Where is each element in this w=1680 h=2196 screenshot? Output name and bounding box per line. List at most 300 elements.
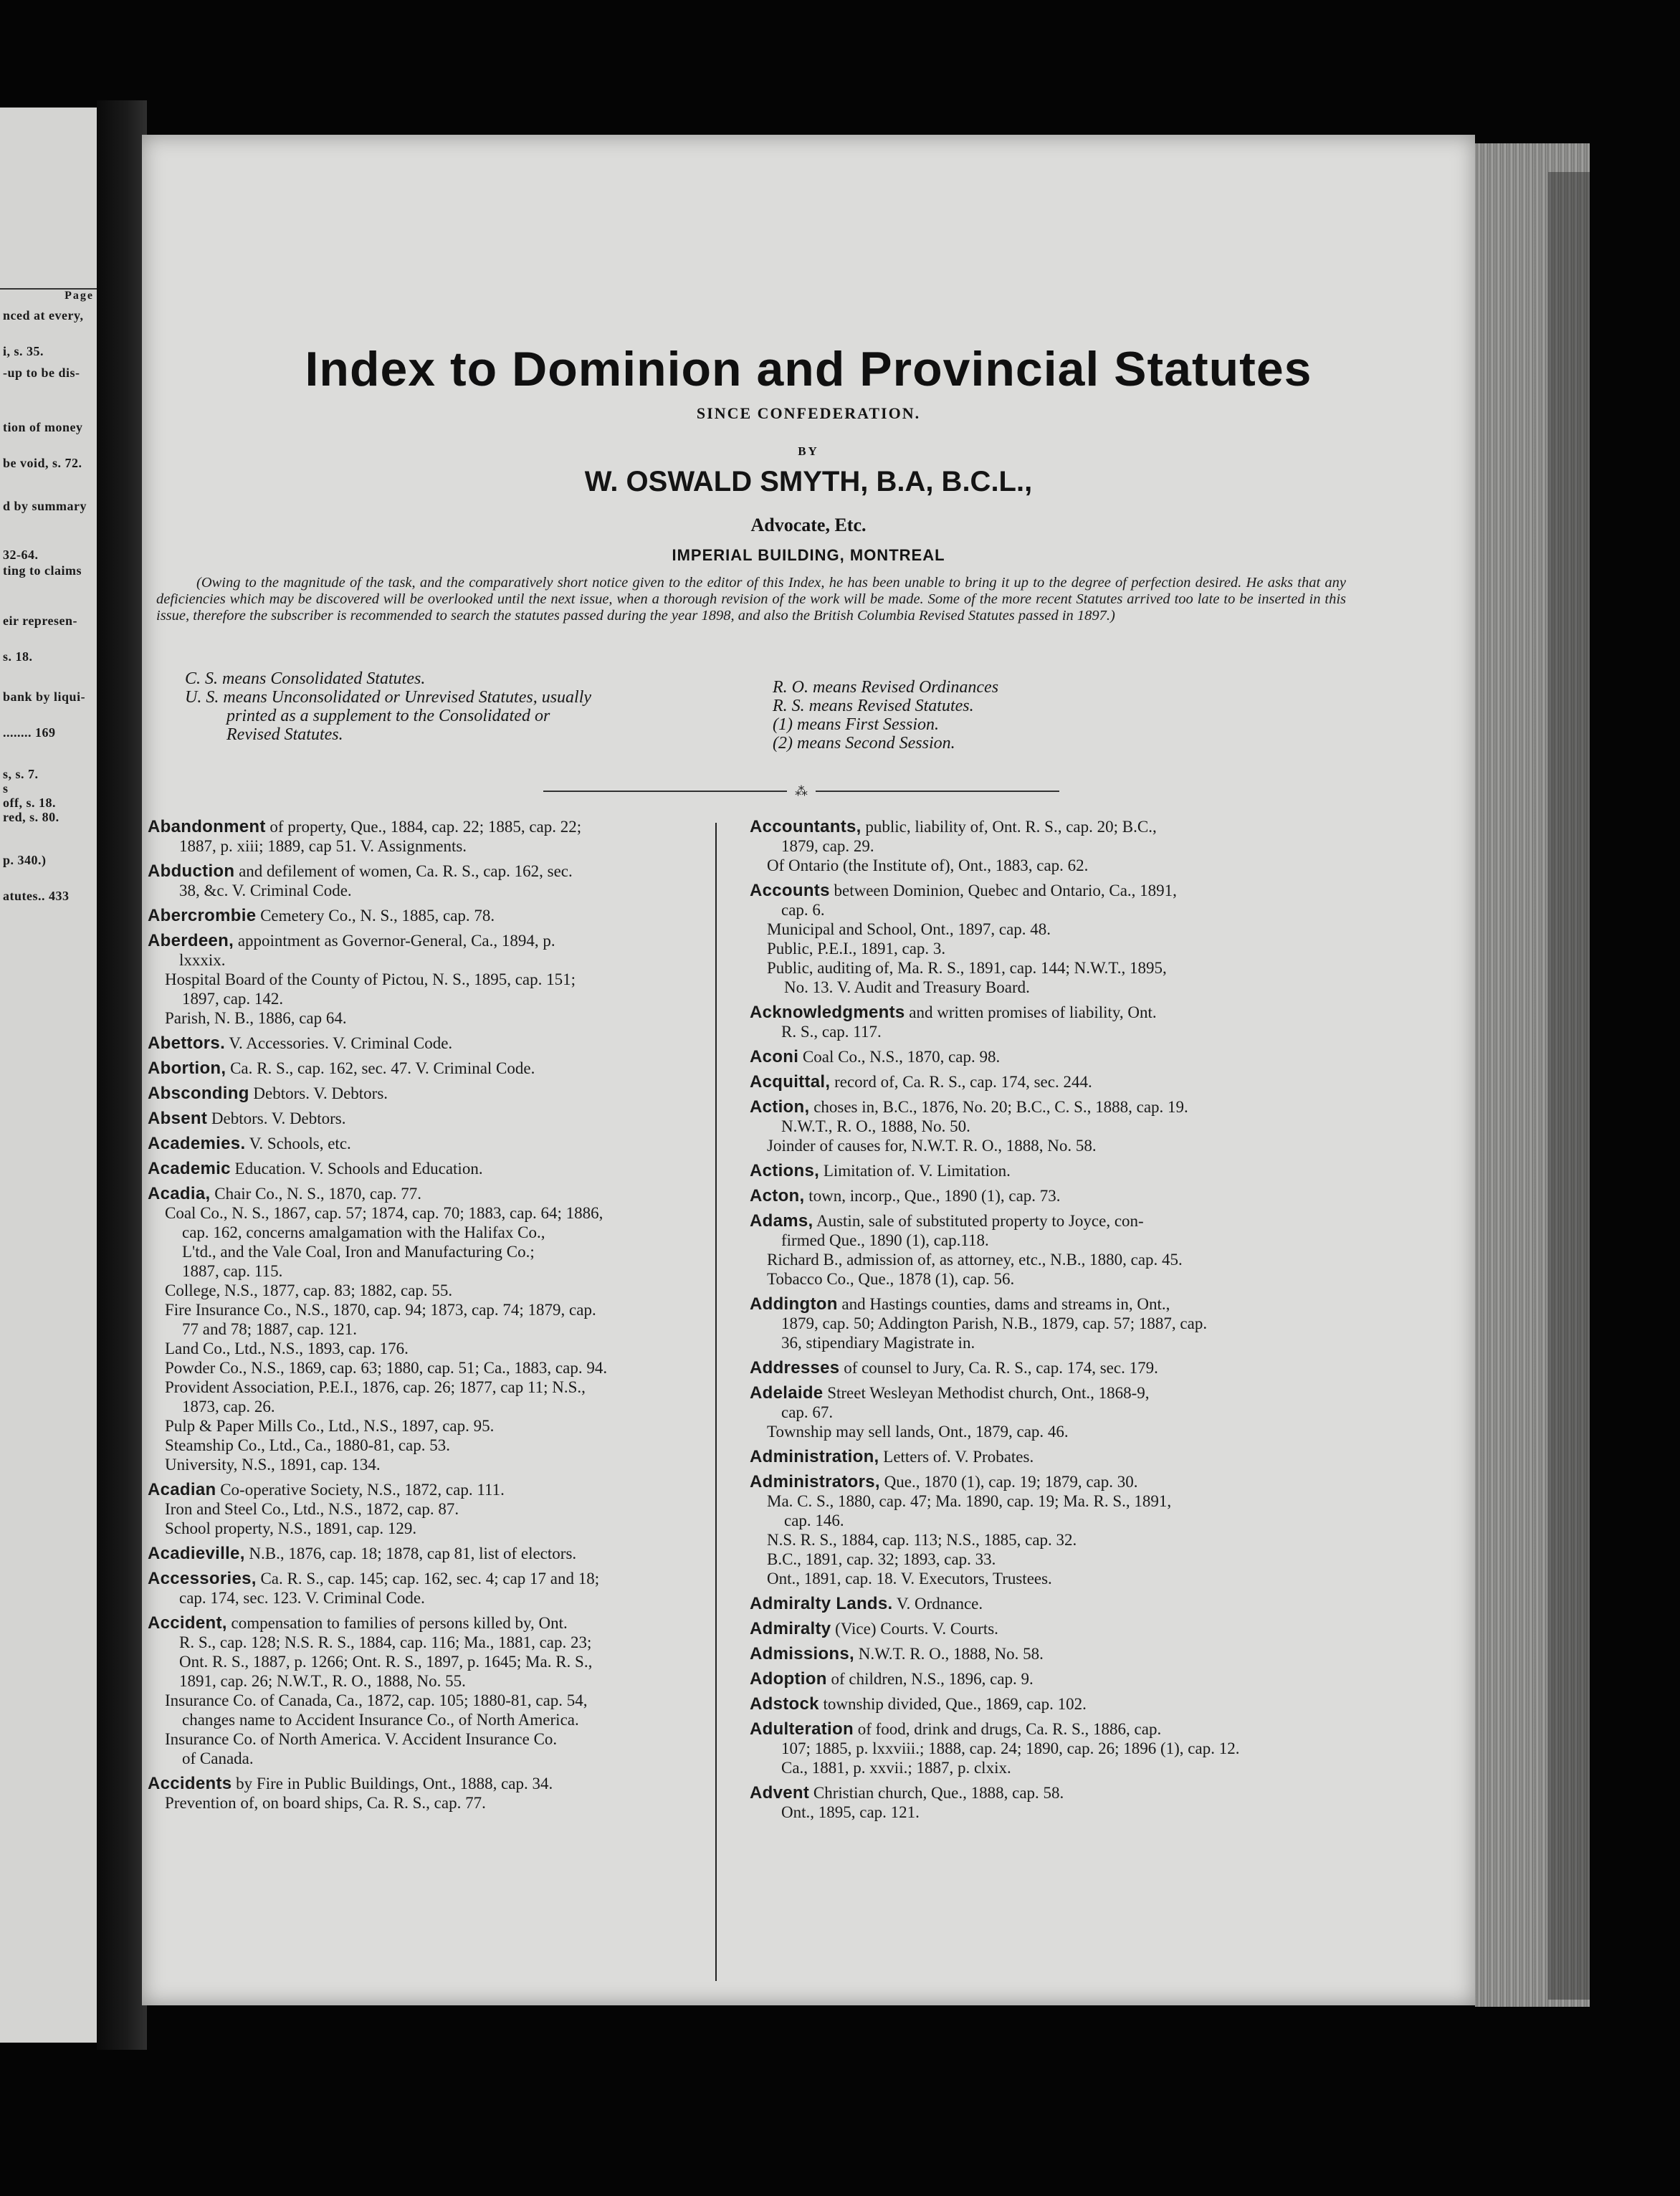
entry-text: Coal Co., N.S., 1870, cap. 98. <box>798 1048 1001 1066</box>
column-divider <box>715 823 717 1981</box>
entry-headword: Admissions, <box>750 1644 854 1663</box>
entry-text: township divided, Que., 1869, cap. 102. <box>818 1695 1087 1713</box>
index-entry <box>750 1783 1329 1822</box>
entry-continuation <box>148 1378 707 1397</box>
entry-continuation <box>750 836 1329 856</box>
entry-headword: Absent <box>148 1109 208 1128</box>
entry-text: of food, drink and drugs, Ca. R. S., 1886, cap. <box>853 1720 1162 1738</box>
entry-text: R. S., cap. 117. <box>781 1023 882 1041</box>
index-entry <box>750 1294 1329 1352</box>
entry-headword: Adelaide <box>750 1383 824 1403</box>
page-title: Index to Dominion and Provincial Statutes <box>305 342 1312 396</box>
entry-first-line <box>750 1211 1329 1231</box>
index-entry <box>750 1619 1329 1638</box>
entry-text: cap. 146. <box>784 1512 844 1529</box>
entry-text: Prevention of, on board ships, Ca. R. S., cap. 77. <box>165 1794 486 1812</box>
entry-continuation <box>148 1793 707 1813</box>
entry-continuation <box>148 1633 707 1652</box>
entry-text: 1887, cap. 115. <box>182 1262 283 1280</box>
entry-continuation <box>750 1422 1329 1441</box>
entry-continuation <box>148 950 707 970</box>
index-entry <box>750 817 1329 875</box>
entry-text: Iron and Steel Co., Ltd., N.S., 1872, cap. 87. <box>165 1500 459 1518</box>
index-entry <box>148 817 707 856</box>
index-entry <box>148 1613 707 1768</box>
index-entry <box>750 881 1329 997</box>
entry-headword: Adulteration <box>750 1719 854 1739</box>
index-entry <box>148 1184 707 1474</box>
entry-first-line <box>750 1047 1329 1066</box>
entry-first-line <box>750 1719 1329 1739</box>
entry-text: cap. 67. <box>781 1403 834 1421</box>
entry-headword: Acadia, <box>148 1184 211 1203</box>
entry-continuation <box>750 1022 1329 1041</box>
entry-text: by Fire in Public Buildings, Ont., 1888, cap. 34. <box>232 1775 553 1792</box>
index-entry <box>148 1480 707 1538</box>
entry-headword: Acknowledgments <box>750 1003 905 1022</box>
entry-continuation <box>148 970 707 989</box>
entry-text: 1891, cap. 26; N.W.T., R. O., 1888, No. 55. <box>179 1672 466 1690</box>
entry-text: Public, P.E.I., 1891, cap. 3. <box>767 940 946 958</box>
entry-headword: Adoption <box>750 1669 827 1689</box>
entry-text: N.W.T. R. O., 1888, No. 58. <box>854 1645 1044 1663</box>
entry-headword: Accounts <box>750 881 830 900</box>
entry-text: B.C., 1891, cap. 32; 1893, cap. 33. <box>767 1550 996 1568</box>
entry-text: Insurance Co. of North America. V. Accident Insurance Co. <box>165 1730 558 1748</box>
entry-continuation <box>148 1455 707 1474</box>
entry-text: firmed Que., 1890 (1), cap.118. <box>781 1231 989 1249</box>
entry-continuation <box>750 1403 1329 1422</box>
entry-headword: Actions, <box>750 1161 820 1180</box>
entry-continuation <box>148 1691 707 1710</box>
entry-text: V. Accessories. V. Criminal Code. <box>225 1034 453 1052</box>
entry-continuation <box>148 1319 707 1339</box>
entry-first-line <box>148 1033 707 1053</box>
left-page-line: -up to be dis- <box>3 366 80 380</box>
entry-headword: Acadieville, <box>148 1544 245 1563</box>
entry-headword: Acquittal, <box>750 1072 831 1092</box>
entry-first-line <box>148 1569 707 1588</box>
left-page-line: s, s. 7. <box>3 767 39 781</box>
entry-text: lxxxix. <box>179 951 226 969</box>
entry-continuation <box>148 989 707 1008</box>
entry-continuation <box>148 836 707 856</box>
entry-text: town, incorp., Que., 1890 (1), cap. 73. <box>804 1187 1061 1205</box>
entry-text: Joinder of causes for, N.W.T. R. O., 1888, No. 58. <box>767 1137 1097 1155</box>
entry-text: Limitation of. V. Limitation. <box>819 1162 1011 1180</box>
entry-text: Insurance Co. of Canada, Ca., 1872, cap. 105; 1880-81, cap. 54, <box>165 1691 588 1709</box>
entry-continuation <box>148 1261 707 1281</box>
entry-continuation <box>148 1203 707 1223</box>
entry-headword: Abortion, <box>148 1059 226 1078</box>
index-entry <box>750 1097 1329 1155</box>
entry-continuation <box>148 1729 707 1749</box>
index-column-right <box>750 817 1329 1828</box>
left-page-line: s. 18. <box>3 649 33 664</box>
byline-label: BY <box>798 444 819 458</box>
entry-headword: Abandonment <box>148 817 266 836</box>
abbreviation: U. S. means Unconsolidated or Unrevised Statutes, usually <box>185 688 592 707</box>
index-entry <box>750 1594 1329 1613</box>
entry-continuation <box>750 978 1329 997</box>
index-entry <box>750 1383 1329 1441</box>
entry-text: of children, N.S., 1896, cap. 9. <box>826 1670 1034 1688</box>
index-entry <box>148 1059 707 1078</box>
section-divider <box>543 784 1059 798</box>
entry-text: Letters of. V. Probates. <box>879 1448 1034 1466</box>
entry-headword: Accountants, <box>750 817 862 836</box>
entry-text: R. S., cap. 128; N.S. R. S., 1884, cap. 116; Ma., 1881, cap. 23; <box>179 1633 592 1651</box>
entry-headword: Admiralty Lands. <box>750 1594 893 1613</box>
left-page-line: s <box>3 781 9 796</box>
entry-text: cap. 174, sec. 123. V. Criminal Code. <box>179 1589 425 1607</box>
index-entry <box>750 1694 1329 1714</box>
page-subtitle: SINCE CONFEDERATION. <box>696 404 921 422</box>
entry-text: Fire Insurance Co., N.S., 1870, cap. 94; 1873, cap. 74; 1879, cap. <box>165 1301 596 1319</box>
entry-text: and defilement of women, Ca. R. S., cap. 162, sec. <box>234 862 573 880</box>
page-block-shadow <box>1548 172 1590 2000</box>
entry-text: changes name to Accident Insurance Co., of North America. <box>182 1711 579 1729</box>
index-entry <box>750 1003 1329 1041</box>
entry-first-line <box>148 1774 707 1793</box>
entry-text: 1887, p. xiii; 1889, cap 51. V. Assignments. <box>179 837 467 855</box>
entry-headword: Action, <box>750 1097 810 1117</box>
entry-headword: Accessories, <box>148 1569 257 1588</box>
entry-first-line <box>148 1184 707 1203</box>
entry-headword: Aberdeen, <box>148 931 234 950</box>
index-entry <box>750 1211 1329 1289</box>
index-entry <box>750 1472 1329 1588</box>
index-entry <box>148 1774 707 1813</box>
entry-continuation <box>750 1333 1329 1352</box>
left-page-line: off, s. 18. <box>3 796 56 810</box>
author-role: Advocate, Etc. <box>750 515 867 535</box>
entry-text: public, liability of, Ont. R. S., cap. 20; B.C., <box>861 818 1157 836</box>
entry-text: between Dominion, Quebec and Ontario, Ca., 1891, <box>829 882 1177 899</box>
entry-continuation <box>148 1519 707 1538</box>
divider-ornament: ⁂ <box>795 784 808 798</box>
entry-continuation <box>148 1416 707 1436</box>
entry-text: appointment as Governor-General, Ca., 1894, p. <box>234 932 555 950</box>
author-address: IMPERIAL BUILDING, MONTREAL <box>672 546 945 564</box>
entry-continuation <box>148 1339 707 1358</box>
entry-continuation <box>148 1436 707 1455</box>
entry-text: Education. V. Schools and Education. <box>230 1160 483 1178</box>
entry-continuation <box>148 1652 707 1671</box>
entry-text: Steamship Co., Ltd., Ca., 1880-81, cap. 53. <box>165 1436 450 1454</box>
left-page-line: ........ 169 <box>3 725 56 740</box>
entry-text: choses in, B.C., 1876, No. 20; B.C., C. S., 1888, cap. 19. <box>809 1098 1188 1116</box>
entry-continuation <box>750 1269 1329 1289</box>
abbreviation: Revised Statutes. <box>226 725 343 744</box>
entry-continuation <box>750 939 1329 958</box>
entry-headword: Addington <box>750 1294 838 1314</box>
entry-text: University, N.S., 1891, cap. 134. <box>165 1456 381 1474</box>
entry-first-line <box>148 906 707 925</box>
entry-text: Powder Co., N.S., 1869, cap. 63; 1880, cap. 51; Ca., 1883, cap. 94. <box>165 1359 608 1377</box>
entry-text: 1879, cap. 29. <box>781 837 874 855</box>
entry-headword: Academic <box>148 1159 231 1178</box>
entry-first-line <box>750 1003 1329 1022</box>
entry-text: Austin, sale of substituted property to Joyce, con- <box>813 1212 1144 1230</box>
entry-headword: Abduction <box>148 861 235 881</box>
entry-headword: Accident, <box>148 1613 227 1633</box>
index-entry <box>750 1072 1329 1092</box>
entry-text: (Vice) Courts. V. Courts. <box>831 1620 998 1638</box>
left-page-line: be void, s. 72. <box>3 456 82 470</box>
entry-first-line <box>750 1294 1329 1314</box>
entry-first-line <box>750 1594 1329 1613</box>
entry-text: Ca. R. S., cap. 145; cap. 162, sec. 4; cap 17 and 18; <box>256 1570 600 1588</box>
entry-text: compensation to families of persons killed by, Ont. <box>226 1614 568 1632</box>
left-page-fragment <box>0 108 97 2043</box>
entry-continuation <box>750 958 1329 978</box>
entry-continuation <box>750 1250 1329 1269</box>
entry-headword: Academies. <box>148 1134 246 1153</box>
index-entry <box>148 1569 707 1608</box>
entry-text: Municipal and School, Ont., 1897, cap. 48. <box>767 920 1051 938</box>
index-entry <box>750 1447 1329 1466</box>
entry-text: Land Co., Ltd., N.S., 1893, cap. 176. <box>165 1340 409 1357</box>
entry-first-line <box>750 1783 1329 1803</box>
entry-first-line <box>148 1480 707 1499</box>
entry-first-line <box>750 1669 1329 1689</box>
entry-continuation <box>148 881 707 900</box>
editor-note: (Owing to the magnitude of the task, and the comparatively short notice given to the editor of this Index, he has been unable to bring it up to the degree of perfection desired. He asks that any deficiencies which may be discovered will be overlooked until the next issue, when a thorough revision of the work will be made. Some of the more recent Statutes arrived too late to be inserted in this issue, therefore the subscriber is recommended to search the statutes passed during the year 1898, and also the British Columbia Revised Statutes passed in 1897.) <box>156 575 1346 624</box>
entry-headword: Acadian <box>148 1480 216 1499</box>
entry-continuation <box>148 1749 707 1768</box>
entry-headword: Admiralty <box>750 1619 831 1638</box>
entry-headword: Accidents <box>148 1774 232 1793</box>
entry-continuation <box>750 1511 1329 1530</box>
index-entry <box>148 1544 707 1563</box>
entry-text: Public, auditing of, Ma. R. S., 1891, cap. 144; N.W.T., 1895, <box>767 959 1167 977</box>
entry-continuation <box>148 1397 707 1416</box>
entry-continuation <box>750 900 1329 920</box>
left-page-line: eir represen- <box>3 614 77 628</box>
abbreviations-left <box>185 669 730 744</box>
entry-continuation <box>750 1136 1329 1155</box>
entry-headword: Abettors. <box>148 1033 226 1053</box>
entry-continuation <box>148 1223 707 1242</box>
left-page-line: d by summary <box>3 499 87 513</box>
abbreviation: R. S. means Revised Statutes. <box>773 697 974 715</box>
entry-first-line <box>750 1383 1329 1403</box>
entry-first-line <box>750 1472 1329 1491</box>
entry-first-line <box>750 881 1329 900</box>
entry-text: Ma. C. S., 1880, cap. 47; Ma. 1890, cap. 19; Ma. R. S., 1891, <box>767 1492 1172 1510</box>
entry-text: No. 13. V. Audit and Treasury Board. <box>784 978 1030 996</box>
abbreviation: R. O. means Revised Ordinances <box>773 678 999 697</box>
entry-continuation <box>148 1710 707 1729</box>
entry-headword: Adstock <box>750 1694 819 1714</box>
entry-text: College, N.S., 1877, cap. 83; 1882, cap. 55. <box>165 1281 453 1299</box>
entry-continuation <box>148 1588 707 1608</box>
entry-headword: Advent <box>750 1783 810 1803</box>
entry-continuation <box>750 1530 1329 1550</box>
entry-text: Richard B., admission of, as attorney, etc., N.B., 1880, cap. 45. <box>767 1251 1183 1269</box>
entry-text: Chair Co., N. S., 1870, cap. 77. <box>210 1185 421 1203</box>
abbreviation: (1) means First Session. <box>773 715 939 734</box>
entry-text: Debtors. V. Debtors. <box>207 1109 346 1127</box>
entry-text: Coal Co., N. S., 1867, cap. 57; 1874, cap. 70; 1883, cap. 64; 1886, <box>165 1204 603 1222</box>
entry-continuation <box>750 1550 1329 1569</box>
entry-text: record of, Ca. R. S., cap. 174, sec. 244. <box>830 1073 1092 1091</box>
index-entry <box>148 1033 707 1053</box>
entry-text: cap. 6. <box>781 901 825 919</box>
entry-text: Hospital Board of the County of Pictou, N. S., 1895, cap. 151; <box>165 970 576 988</box>
index-entry <box>750 1358 1329 1378</box>
entry-first-line <box>148 817 707 836</box>
entry-text: and written promises of liability, Ont. <box>905 1003 1157 1021</box>
entry-continuation <box>148 1671 707 1691</box>
entry-first-line <box>148 861 707 881</box>
entry-first-line <box>148 1613 707 1633</box>
entry-text: L'td., and the Vale Coal, Iron and Manufacturing Co.; <box>182 1243 535 1261</box>
entry-text: Township may sell lands, Ont., 1879, cap. 46. <box>767 1423 1069 1441</box>
entry-text: N.W.T., R. O., 1888, No. 50. <box>781 1117 970 1135</box>
entry-headword: Abercrombie <box>148 906 257 925</box>
index-entry <box>750 1186 1329 1206</box>
entry-first-line <box>750 1161 1329 1180</box>
entry-continuation <box>750 920 1329 939</box>
entry-continuation <box>148 1300 707 1319</box>
entry-text: Parish, N. B., 1886, cap 64. <box>165 1009 347 1027</box>
entry-continuation <box>750 856 1329 875</box>
left-page-line: bank by liqui- <box>3 689 86 704</box>
index-entry <box>750 1047 1329 1066</box>
entry-continuation <box>750 1231 1329 1250</box>
entry-continuation <box>148 1242 707 1261</box>
left-page-line: i, s. 35. <box>3 344 44 358</box>
book-gutter <box>97 100 147 2050</box>
entry-text: of property, Que., 1884, cap. 22; 1885, cap. 22; <box>265 818 582 836</box>
entry-text: V. Ordnance. <box>892 1595 983 1613</box>
entry-first-line <box>148 1134 707 1153</box>
left-page-line: nced at every, <box>3 308 84 323</box>
entry-text: cap. 162, concerns amalgamation with the Halifax Co., <box>182 1223 545 1241</box>
entry-text: N.B., 1876, cap. 18; 1878, cap 81, list of electors. <box>244 1545 577 1562</box>
index-entry <box>148 931 707 1028</box>
index-column-left <box>148 817 707 1818</box>
entry-first-line <box>148 931 707 950</box>
entry-first-line <box>750 1072 1329 1092</box>
entry-first-line <box>750 1358 1329 1378</box>
index-entry <box>148 906 707 925</box>
entry-continuation <box>750 1739 1329 1758</box>
index-entry <box>148 861 707 900</box>
entry-text: 77 and 78; 1887, cap. 121. <box>182 1320 358 1338</box>
left-page-line: 32-64. <box>3 548 39 562</box>
entry-text: Pulp & Paper Mills Co., Ltd., N.S., 1897, cap. 95. <box>165 1417 495 1435</box>
entry-first-line <box>750 1694 1329 1714</box>
entry-text: Que., 1870 (1), cap. 19; 1879, cap. 30. <box>879 1473 1138 1491</box>
index-entry <box>148 1109 707 1128</box>
entry-text: Ont. R. S., 1887, p. 1266; Ont. R. S., 1897, p. 1645; Ma. R. S., <box>179 1653 593 1671</box>
entry-continuation <box>750 1117 1329 1136</box>
entry-headword: Aconi <box>750 1047 799 1066</box>
entry-continuation <box>148 1499 707 1519</box>
index-page <box>142 135 1475 2005</box>
entry-headword: Acton, <box>750 1186 805 1206</box>
entry-first-line <box>750 1447 1329 1466</box>
entry-headword: Administrators, <box>750 1472 880 1491</box>
index-entry <box>750 1161 1329 1180</box>
index-entry <box>750 1644 1329 1663</box>
entry-first-line <box>148 1159 707 1178</box>
entry-continuation <box>750 1758 1329 1777</box>
abbreviation: printed as a supplement to the Consolidated or <box>226 707 550 725</box>
entry-headword: Adams, <box>750 1211 813 1231</box>
author-name: W. OSWALD SMYTH, B.A, B.C.L., <box>584 466 1033 497</box>
abbreviations-right <box>773 678 1145 753</box>
entry-text: Tobacco Co., Que., 1878 (1), cap. 56. <box>767 1270 1015 1288</box>
left-page-line: p. 340.) <box>3 853 47 867</box>
entry-first-line <box>148 1109 707 1128</box>
entry-text: 1879, cap. 50; Addington Parish, N.B., 1879, cap. 57; 1887, cap. <box>781 1314 1208 1332</box>
left-page-line: tion of money <box>3 420 83 434</box>
left-page-line: ting to claims <box>3 563 82 578</box>
page-column-header: Page <box>65 290 94 302</box>
entry-text: Debtors. V. Debtors. <box>249 1084 388 1102</box>
entry-continuation <box>148 1358 707 1378</box>
entry-text: Of Ontario (the Institute of), Ont., 1883, cap. 62. <box>767 856 1089 874</box>
entry-first-line <box>148 1544 707 1563</box>
entry-first-line <box>750 1644 1329 1663</box>
entry-text: of Canada. <box>182 1749 254 1767</box>
entry-text: Cemetery Co., N. S., 1885, cap. 78. <box>256 907 495 925</box>
entry-continuation <box>750 1569 1329 1588</box>
entry-text: Provident Association, P.E.I., 1876, cap. 26; 1877, cap 11; N.S., <box>165 1378 586 1396</box>
abbreviation: C. S. means Consolidated Statutes. <box>185 669 426 688</box>
entry-first-line <box>148 1084 707 1103</box>
entry-text: Street Wesleyan Methodist church, Ont., 1868-9, <box>823 1384 1150 1402</box>
entry-text: 38, &c. V. Criminal Code. <box>179 882 352 899</box>
entry-text: 1897, cap. 142. <box>182 990 284 1008</box>
entry-headword: Addresses <box>750 1358 840 1378</box>
entry-first-line <box>750 1186 1329 1206</box>
entry-text: N.S. R. S., 1884, cap. 113; N.S., 1885, cap. 32. <box>767 1531 1077 1549</box>
entry-continuation <box>750 1803 1329 1822</box>
entry-text: 36, stipendiary Magistrate in. <box>781 1334 975 1352</box>
entry-continuation <box>750 1314 1329 1333</box>
index-entry <box>750 1669 1329 1689</box>
entry-continuation <box>148 1281 707 1300</box>
index-entry <box>750 1719 1329 1777</box>
entry-headword: Administration, <box>750 1447 879 1466</box>
entry-text: Ont., 1891, cap. 18. V. Executors, Trustees. <box>767 1570 1052 1588</box>
index-entry <box>148 1134 707 1153</box>
entry-text: 1873, cap. 26. <box>182 1398 275 1416</box>
entry-first-line <box>750 1619 1329 1638</box>
entry-continuation <box>148 1008 707 1028</box>
entry-text: 107; 1885, p. lxxviii.; 1888, cap. 24; 1890, cap. 26; 1896 (1), cap. 12. <box>781 1739 1240 1757</box>
entry-text: of counsel to Jury, Ca. R. S., cap. 174, sec. 179. <box>839 1359 1158 1377</box>
entry-text: and Hastings counties, dams and streams in, Ont., <box>837 1295 1170 1313</box>
abbreviation: (2) means Second Session. <box>773 734 955 753</box>
left-page-line: atutes.. 433 <box>3 889 70 903</box>
entry-text: Ca., 1881, p. xxvii.; 1887, p. clxix. <box>781 1759 1011 1777</box>
entry-text: Christian church, Que., 1888, cap. 58. <box>809 1784 1064 1802</box>
index-entry <box>148 1084 707 1103</box>
entry-continuation <box>750 1491 1329 1511</box>
index-entry <box>148 1159 707 1178</box>
entry-text: Co-operative Society, N.S., 1872, cap. 111. <box>216 1481 505 1499</box>
entry-first-line <box>750 817 1329 836</box>
entry-text: V. Schools, etc. <box>245 1135 351 1152</box>
entry-text: School property, N.S., 1891, cap. 129. <box>165 1519 417 1537</box>
entry-text: Ca. R. S., cap. 162, sec. 47. V. Criminal Code. <box>226 1059 535 1077</box>
